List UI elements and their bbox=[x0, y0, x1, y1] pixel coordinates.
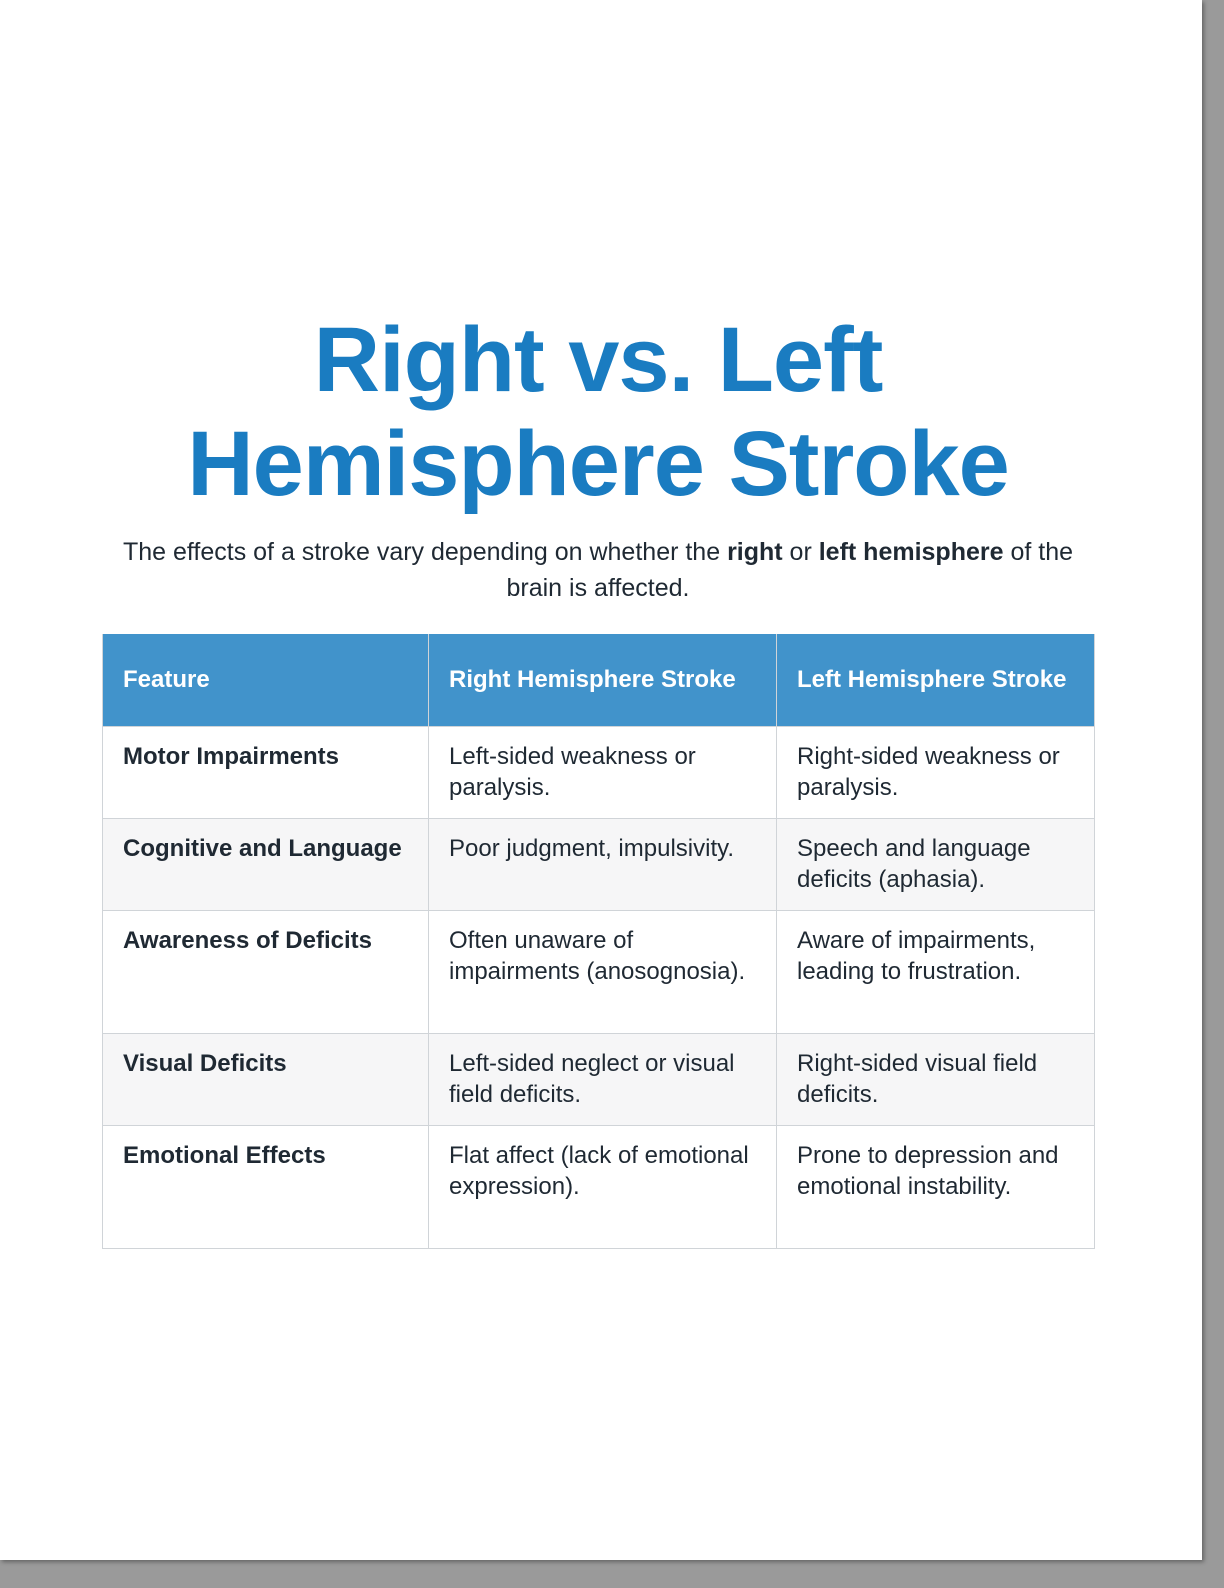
intro-bold-left-hemisphere: left hemisphere bbox=[818, 538, 1004, 566]
row-left-effect: Right-sided weakness or paralysis. bbox=[777, 727, 1095, 819]
row-feature: Cognitive and Language bbox=[103, 819, 429, 911]
row-right-effect: Flat affect (lack of emotional expression). bbox=[429, 1126, 777, 1249]
row-left-effect: Aware of impairments, leading to frustration. bbox=[777, 911, 1095, 1034]
intro-text-or: or bbox=[782, 538, 819, 566]
header-left-hemisphere: Left Hemisphere Stroke bbox=[777, 634, 1095, 727]
row-feature: Motor Impairments bbox=[103, 727, 429, 819]
page-title bbox=[0, 308, 1196, 516]
row-feature: Emotional Effects bbox=[103, 1126, 429, 1249]
row-right-effect: Poor judgment, impulsivity. bbox=[429, 819, 777, 911]
table-row bbox=[103, 1126, 1095, 1249]
table-row bbox=[103, 819, 1095, 911]
header-right-hemisphere: Right Hemisphere Stroke bbox=[429, 634, 777, 727]
intro-bold-right: right bbox=[727, 538, 783, 566]
row-right-effect: Often unaware of impairments (anosognosia). bbox=[429, 911, 777, 1034]
row-right-effect: Left-sided weakness or paralysis. bbox=[429, 727, 777, 819]
header-feature: Feature bbox=[103, 634, 429, 727]
table-header-row bbox=[103, 634, 1095, 727]
comparison-table bbox=[102, 634, 1095, 1249]
row-left-effect: Right-sided visual field deficits. bbox=[777, 1034, 1095, 1126]
row-left-effect: Prone to depression and emotional instability. bbox=[777, 1126, 1095, 1249]
row-feature: Awareness of Deficits bbox=[103, 911, 429, 1034]
page-title-line-2: Hemisphere Stroke bbox=[187, 413, 1009, 515]
page-title-line-1: Right vs. Left bbox=[313, 309, 883, 411]
row-left-effect: Speech and language deficits (aphasia). bbox=[777, 819, 1095, 911]
row-feature: Visual Deficits bbox=[103, 1034, 429, 1126]
intro-text-start: The effects of a stroke vary depending on whether the bbox=[122, 538, 728, 566]
table-row bbox=[103, 911, 1095, 1034]
intro-text bbox=[100, 534, 1096, 606]
table-row bbox=[103, 727, 1095, 819]
intro-text-end: of the brain is affected. bbox=[506, 538, 1074, 602]
table-row bbox=[103, 1034, 1095, 1126]
row-right-effect: Left-sided neglect or visual field deficits. bbox=[429, 1034, 777, 1126]
